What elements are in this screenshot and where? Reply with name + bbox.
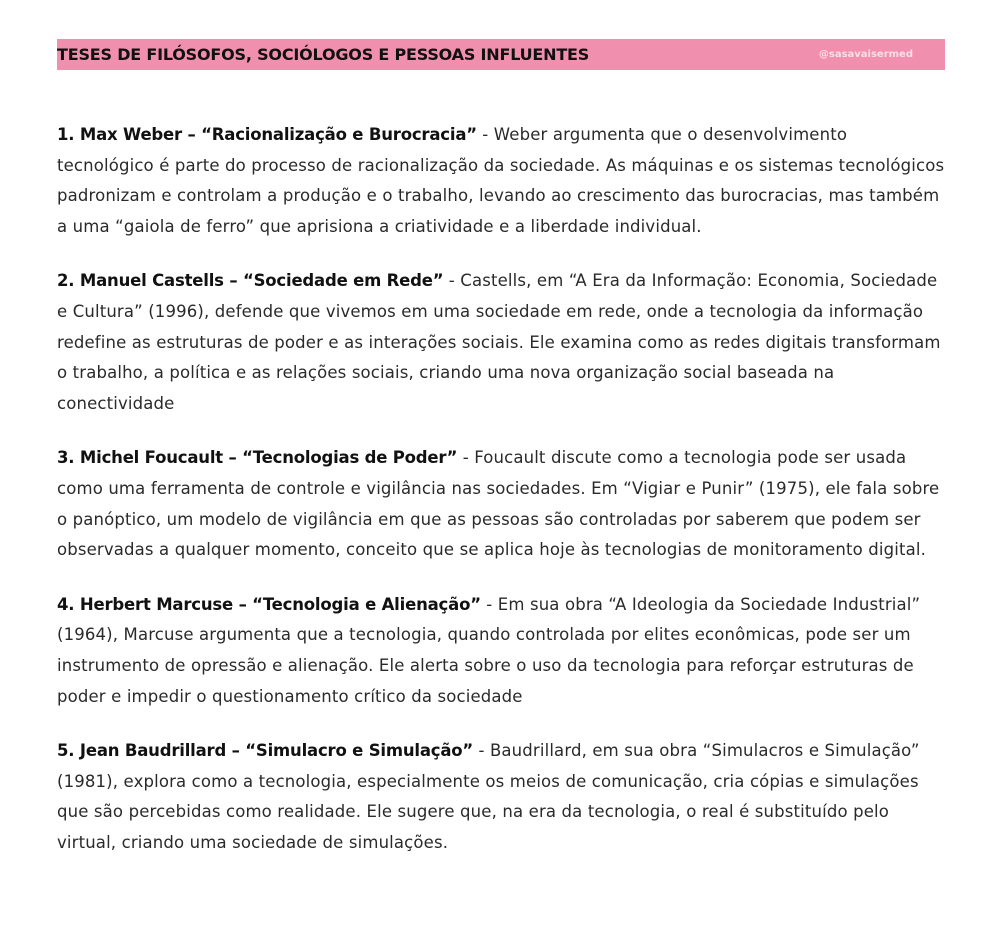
thesis-weber [57, 120, 947, 242]
thesis-heading: 1. Max Weber – “Racionalização e Burocracia” [57, 125, 477, 144]
thesis-foucault [57, 443, 947, 565]
thesis-heading: 5. Jean Baudrillard – “Simulacro e Simulação” [57, 741, 474, 761]
thesis-heading: 4. Herbert Marcuse – “Tecnologia e Alienação” [57, 594, 481, 614]
thesis-baudrillard [57, 736, 947, 858]
thesis-body: - Baudrillard, em sua obra “Simulacros e Simulação” (1981), explora como a tecnologia, especialmente os meios de comunicação, cria cópias e simulações que são percebidas como realidade. Ele sugere que, na era da tecnologia, o real é substituído pelo virtual, criando uma sociedade de simulações. [57, 741, 920, 852]
thesis-castells [57, 266, 947, 419]
thesis-body: - Castells, em “A Era da Informação: Economia, Sociedade e Cultura” (1996), defende que vivemos em uma sociedade em rede, onde a tecnologia da informação redefine as estruturas de poder e as interações sociais. Ele examina como as redes digitais transformam o trabalho, a política e as relações sociais, criando uma nova organização social baseada na conectividade [57, 271, 941, 413]
author-handle: @sasavaisermed [818, 49, 913, 60]
thesis-heading: 2. Manuel Castells – “Sociedade em Rede” [57, 271, 444, 291]
thesis-body: - Em sua obra “A Ideologia da Sociedade Industrial” (1964), Marcuse argumenta que a tecnologia, quando controlada por elites econômicas, pode ser um instrumento de opressão e alienação. Ele alerta sobre o uso da tecnologia para reforçar estruturas de poder e impedir o questionamento crítico da sociedade [57, 594, 921, 706]
theses-list [57, 120, 947, 882]
thesis-heading: 3. Michel Foucault – “Tecnologias de Poder” [57, 448, 458, 468]
thesis-body: - Foucault discute como a tecnologia pode ser usada como uma ferramenta de controle e vigilância nas sociedades. Em “Vigiar e Punir” (1975), ele fala sobre o panóptico, um modelo de vigilância em que as pessoas são controladas por saberem que podem ser observadas a qualquer momento, conceito que se aplica hoje às tecnologias de monitoramento digital. [57, 448, 940, 560]
header-bar [57, 39, 945, 70]
thesis-marcuse [57, 590, 947, 712]
page-title: TESES DE FILÓSOFOS, SOCIÓLOGOS E PESSOAS INFLUENTES [57, 45, 590, 64]
thesis-body: - Weber argumenta que o desenvolvimento tecnológico é parte do processo de racionalização da sociedade. As máquinas e os sistemas tecnológicos padronizam e controlam a produção e o trabalho, levando ao crescimento das burocracias, mas também a uma “gaiola de ferro” que aprisiona a criatividade e a liberdade individual. [57, 125, 945, 236]
